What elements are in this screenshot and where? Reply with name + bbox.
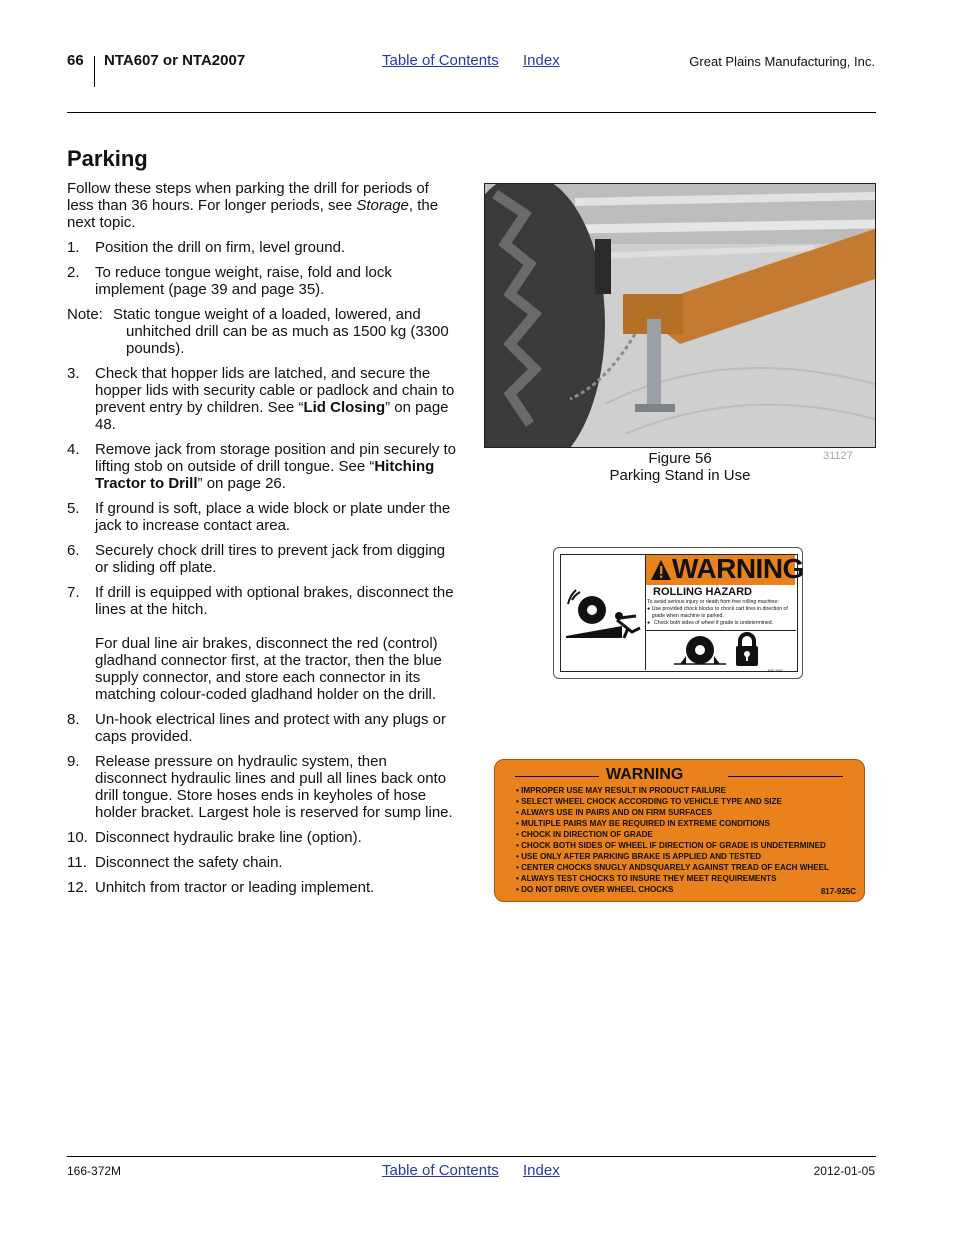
step-4: 4. Remove jack from storage position and pin securely to lifting stob on outside of drill tongue. See “Hitching Tractor to Drill” on page 26.: [67, 441, 457, 492]
header-rule: [67, 112, 876, 113]
figure-label: Figure 56: [648, 450, 712, 467]
chock-warning-item: • ALWAYS TEST CHOCKS TO INSURE THEY MEET REQUIREMENTS: [516, 874, 777, 883]
storage-reference: Storage: [356, 197, 409, 214]
section-title: Parking: [67, 146, 148, 171]
step-9: 9. Release pressure on hydraulic system, then disconnect hydraulic lines and pull all lines back onto drill tongue. Store hoses ends in keyholes of hose holder bracket. Largest hole is reserved for sump line.: [67, 753, 453, 821]
warning-title: WARNING: [606, 766, 684, 783]
step-10: 10. Disconnect hydraulic brake line (option).: [67, 829, 362, 846]
run-over-icon: [562, 588, 644, 648]
header-toc-link[interactable]: Table of Contents: [382, 52, 499, 69]
footer-rule: [67, 1156, 876, 1157]
warning-word: WARNING: [672, 553, 804, 584]
wheel-chock-warning-decal: [494, 759, 865, 902]
page-number: 66: [67, 52, 84, 69]
chock-warning-item: • CHOCK BOTH SIDES OF WHEEL IF DIRECTION OF GRADE IS UNDETERMINED: [516, 841, 826, 850]
intro-paragraph: Follow these steps when parking the drill for periods of less than 36 hours. For longer periods, see Storage, the next topic.: [67, 180, 439, 231]
parking-stand-photo: [484, 183, 876, 448]
image-number: 31127: [823, 450, 853, 462]
note: Note: Static tongue weight of a loaded, lowered, and unhitched drill can be as much as 1500 kg (3300 pounds).: [67, 306, 449, 357]
warning-rule-left: [515, 776, 599, 777]
step-11: 11. Disconnect the safety chain.: [67, 854, 283, 871]
chock-warning-item: • DO NOT DRIVE OVER WHEEL CHOCKS: [516, 885, 674, 894]
chock-decal-part-number: 817-925C: [820, 887, 856, 896]
header-divider: [94, 56, 95, 87]
company-name: Great Plains Manufacturing, Inc.: [689, 54, 875, 69]
alert-triangle-icon: [650, 559, 672, 581]
step-6: 6. Securely chock drill tires to prevent jack from digging or sliding off plate.: [67, 542, 446, 576]
chock-warning-list: [516, 785, 829, 895]
parking-stand-illustration: [485, 184, 875, 447]
chock-warning-item: • CHOCK IN DIRECTION OF GRADE: [516, 830, 653, 839]
step-8: 8. Un-hook electrical lines and protect with any plugs or caps provided.: [67, 711, 447, 745]
footer-index-link[interactable]: Index: [523, 1162, 560, 1179]
chock-warning-item: • IMPROPER USE MAY RESULT IN PRODUCT FAILURE: [516, 786, 726, 795]
warning-rule-right: [728, 776, 843, 777]
step-5: 5. If ground is soft, place a wide block or plate under the jack to increase contact area.: [67, 500, 451, 534]
figure-caption: Parking Stand in Use: [609, 467, 751, 484]
chock-warning-item: • CENTER CHOCKS SNUGLY ANDSQUARELY AGAINST TREAD OF EACH WHEEL: [516, 863, 829, 872]
chock-warning-item: • ALWAYS USE IN PAIRS AND ON FIRM SURFACES: [516, 808, 713, 817]
step-2: 2. To reduce tongue weight, raise, fold and lock implement (page 39 and page 35).: [67, 264, 392, 298]
step-3: 3. Check that hopper lids are latched, and secure the hopper lids with security cable or padlock and chain to prevent entry by children. See “Lid Closing” on page 48.: [67, 365, 455, 433]
hitching-reference: Hitching Tractor to Drill: [95, 458, 435, 492]
wheel-chock-icon: [672, 634, 728, 668]
hazard-text: To avoid serious injury or death from free rolling machine: ● Use provided chock blocks to chock cart tires in direction of grade when machine is parked. ● Chock both sides of wheel if grade is undetermined.: [647, 599, 788, 626]
header-index-link[interactable]: Index: [523, 52, 560, 69]
decal-inner-rule: [645, 630, 796, 631]
step-7: 7. If drill is equipped with optional brakes, disconnect the lines at the hitch. For dual line air brakes, disconnect the red (control) gladhand connector first, at the tractor, then the blue supply connector, and store each connector in its matching colour-coded gladhand holder on the drill.: [67, 584, 454, 703]
step-1: 1. Position the drill on firm, level ground.: [67, 239, 346, 256]
document-number: 166-372M: [67, 1164, 122, 1178]
hazard-title: ROLLING HAZARD: [653, 586, 752, 598]
footer-toc-link[interactable]: Table of Contents: [382, 1162, 499, 1179]
chock-warning-item: • MULTIPLE PAIRS MAY BE REQUIRED IN EXTREME CONDITIONS: [516, 819, 770, 828]
rolling-hazard-decal: [553, 547, 803, 679]
publication-date: 2012-01-05: [813, 1164, 875, 1178]
document-title: NTA607 or NTA2007: [104, 52, 246, 69]
chock-warning-item: • USE ONLY AFTER PARKING BRAKE IS APPLIED AND TESTED: [516, 852, 762, 861]
instructions-column: [67, 180, 459, 904]
padlock-icon: [734, 632, 760, 668]
lid-closing-reference: Lid Closing: [303, 399, 386, 416]
step-12: 12. Unhitch from tractor or leading implement.: [67, 879, 375, 896]
decal-part-number: 838-760C: [768, 669, 784, 673]
chock-warning-item: • SELECT WHEEL CHOCK ACCORDING TO VEHICLE TYPE AND SIZE: [516, 797, 782, 806]
